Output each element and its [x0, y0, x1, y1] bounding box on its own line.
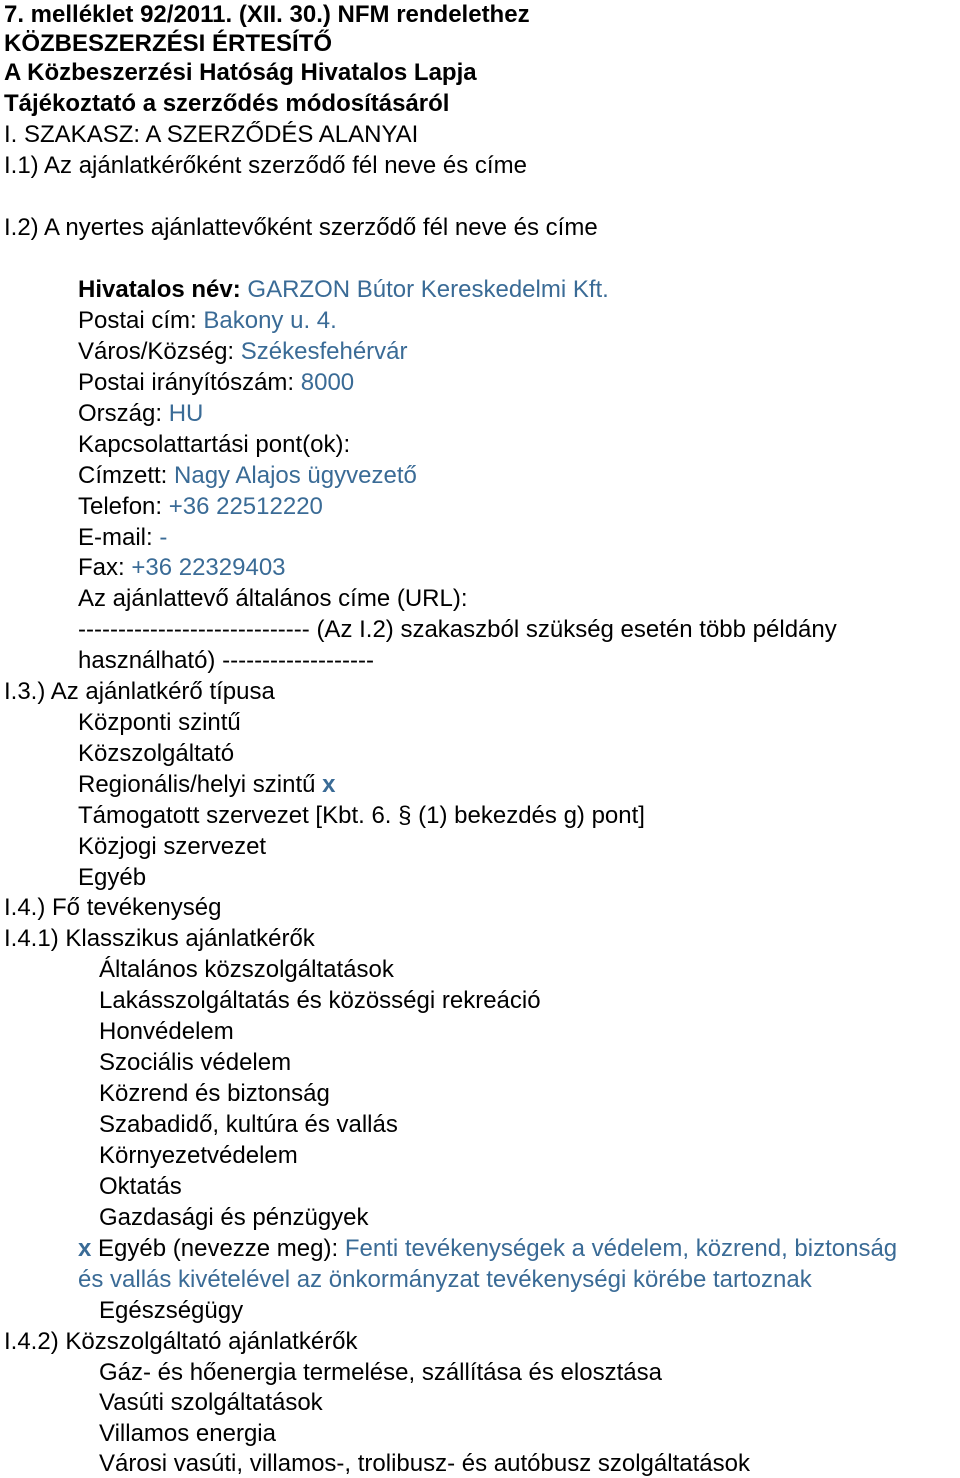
activity-other-label: Egyéb (nevezze meg):	[98, 1235, 339, 1262]
fax-value: +36 22329403	[131, 554, 286, 581]
city-value: Székesfehérvár	[240, 338, 408, 365]
utility-activity-item: Gáz- és hőenergia termelése, szállítása és elosztása	[99, 1359, 662, 1386]
activity-item: Közrend és biztonság	[99, 1080, 330, 1107]
email-label: E-mail:	[78, 524, 153, 551]
city-row	[78, 337, 408, 366]
addressee-label: Címzett:	[78, 462, 168, 489]
fax-row	[78, 553, 286, 582]
official-name-label: Hivatalos név:	[78, 276, 241, 303]
notice-title: Tájékoztató a szerződés módosításáról	[4, 90, 450, 117]
activity-other-value-line-2: és vallás kivételével az önkormányzat tevékenységi körébe tartoznak	[78, 1266, 812, 1293]
section-i-heading: I. SZAKASZ: A SZERZŐDÉS ALANYAI	[4, 121, 419, 148]
phone-value: +36 22512220	[168, 493, 323, 520]
email-row	[78, 523, 167, 552]
activity-other-row	[78, 1234, 897, 1263]
country-value: HU	[168, 400, 204, 427]
official-name-value: GARZON Bútor Kereskedelmi Kft.	[247, 276, 609, 303]
activity-item: Szabadidő, kultúra és vallás	[99, 1111, 398, 1138]
utility-activity-item: Városi vasúti, villamos-, trolibusz- és autóbusz szolgáltatások	[99, 1450, 750, 1477]
authority-type-item: Támogatott szervezet [Kbt. 6. § (1) bekezdés g) pont]	[78, 802, 645, 829]
postcode-row	[78, 368, 354, 397]
country-row	[78, 399, 203, 428]
authority-type-item: Központi szintű	[78, 709, 241, 736]
phone-row	[78, 492, 323, 521]
repeat-note-line-2: használható) -------------------	[78, 647, 374, 674]
section-i1-heading: I.1) Az ajánlatkérőként szerződő fél neve és címe	[4, 152, 527, 179]
postal-address-value: Bakony u. 4.	[203, 307, 337, 334]
postal-address-label: Postai cím:	[78, 307, 197, 334]
authority-type-item: Közjogi szervezet	[78, 833, 267, 860]
authority-type-label: Regionális/helyi szintű	[78, 771, 316, 798]
postal-address-row	[78, 306, 337, 335]
phone-label: Telefon:	[78, 493, 163, 520]
postcode-label: Postai irányítószám:	[78, 369, 295, 396]
city-label: Város/Község:	[78, 338, 235, 365]
section-i41-heading: I.4.1) Klasszikus ajánlatkérők	[4, 925, 315, 952]
fax-label: Fax:	[78, 554, 125, 581]
addressee-value: Nagy Alajos ügyvezető	[174, 462, 417, 489]
utility-activity-item: Vasúti szolgáltatások	[99, 1389, 323, 1416]
activity-other-value-line-1: Fenti tevékenységek a védelem, közrend, biztonság	[344, 1235, 898, 1262]
url-label: Az ajánlattevő általános címe (URL):	[78, 585, 468, 612]
country-label: Ország:	[78, 400, 163, 427]
authority-type-item: Közszolgáltató	[78, 740, 235, 767]
activity-item: Általános közszolgáltatások	[99, 956, 394, 983]
other-selected-mark: x	[78, 1235, 92, 1262]
email-value: -	[159, 524, 168, 551]
section-i42-heading: I.4.2) Közszolgáltató ajánlatkérők	[4, 1328, 358, 1355]
authority-type-item-selected	[78, 770, 336, 799]
selected-mark: x	[322, 771, 336, 798]
activity-item: Szociális védelem	[99, 1049, 292, 1076]
section-i2-heading: I.2) A nyertes ajánlattevőként szerződő fél neve és címe	[4, 214, 598, 241]
activity-item: Egészségügy	[99, 1297, 244, 1324]
activity-item: Honvédelem	[99, 1018, 234, 1045]
postcode-value: 8000	[300, 369, 355, 396]
authority-type-item: Egyéb	[78, 864, 147, 891]
activity-item: Gazdasági és pénzügyek	[99, 1204, 369, 1231]
annex-reference: 7. melléklet 92/2011. (XII. 30.) NFM rendelethez	[4, 1, 530, 28]
contact-points-label: Kapcsolattartási pont(ok):	[78, 431, 351, 458]
section-i4-heading: I.4.) Fő tevékenység	[4, 894, 222, 921]
official-name-row	[78, 275, 609, 304]
journal-title: KÖZBESZERZÉSI ÉRTESÍTŐ	[4, 30, 333, 57]
utility-activity-item: Villamos energia	[99, 1420, 276, 1447]
addressee-row	[78, 461, 417, 490]
activity-item: Környezetvédelem	[99, 1142, 298, 1169]
activity-item: Lakásszolgáltatás és közösségi rekreáció	[99, 987, 541, 1014]
activity-item: Oktatás	[99, 1173, 182, 1200]
journal-subtitle: A Közbeszerzési Hatóság Hivatalos Lapja	[4, 59, 477, 86]
repeat-note-line-1: ----------------------------- (Az I.2) szakaszból szükség esetén több példány	[78, 616, 837, 643]
section-i3-heading: I.3.) Az ajánlatkérő típusa	[4, 678, 275, 705]
